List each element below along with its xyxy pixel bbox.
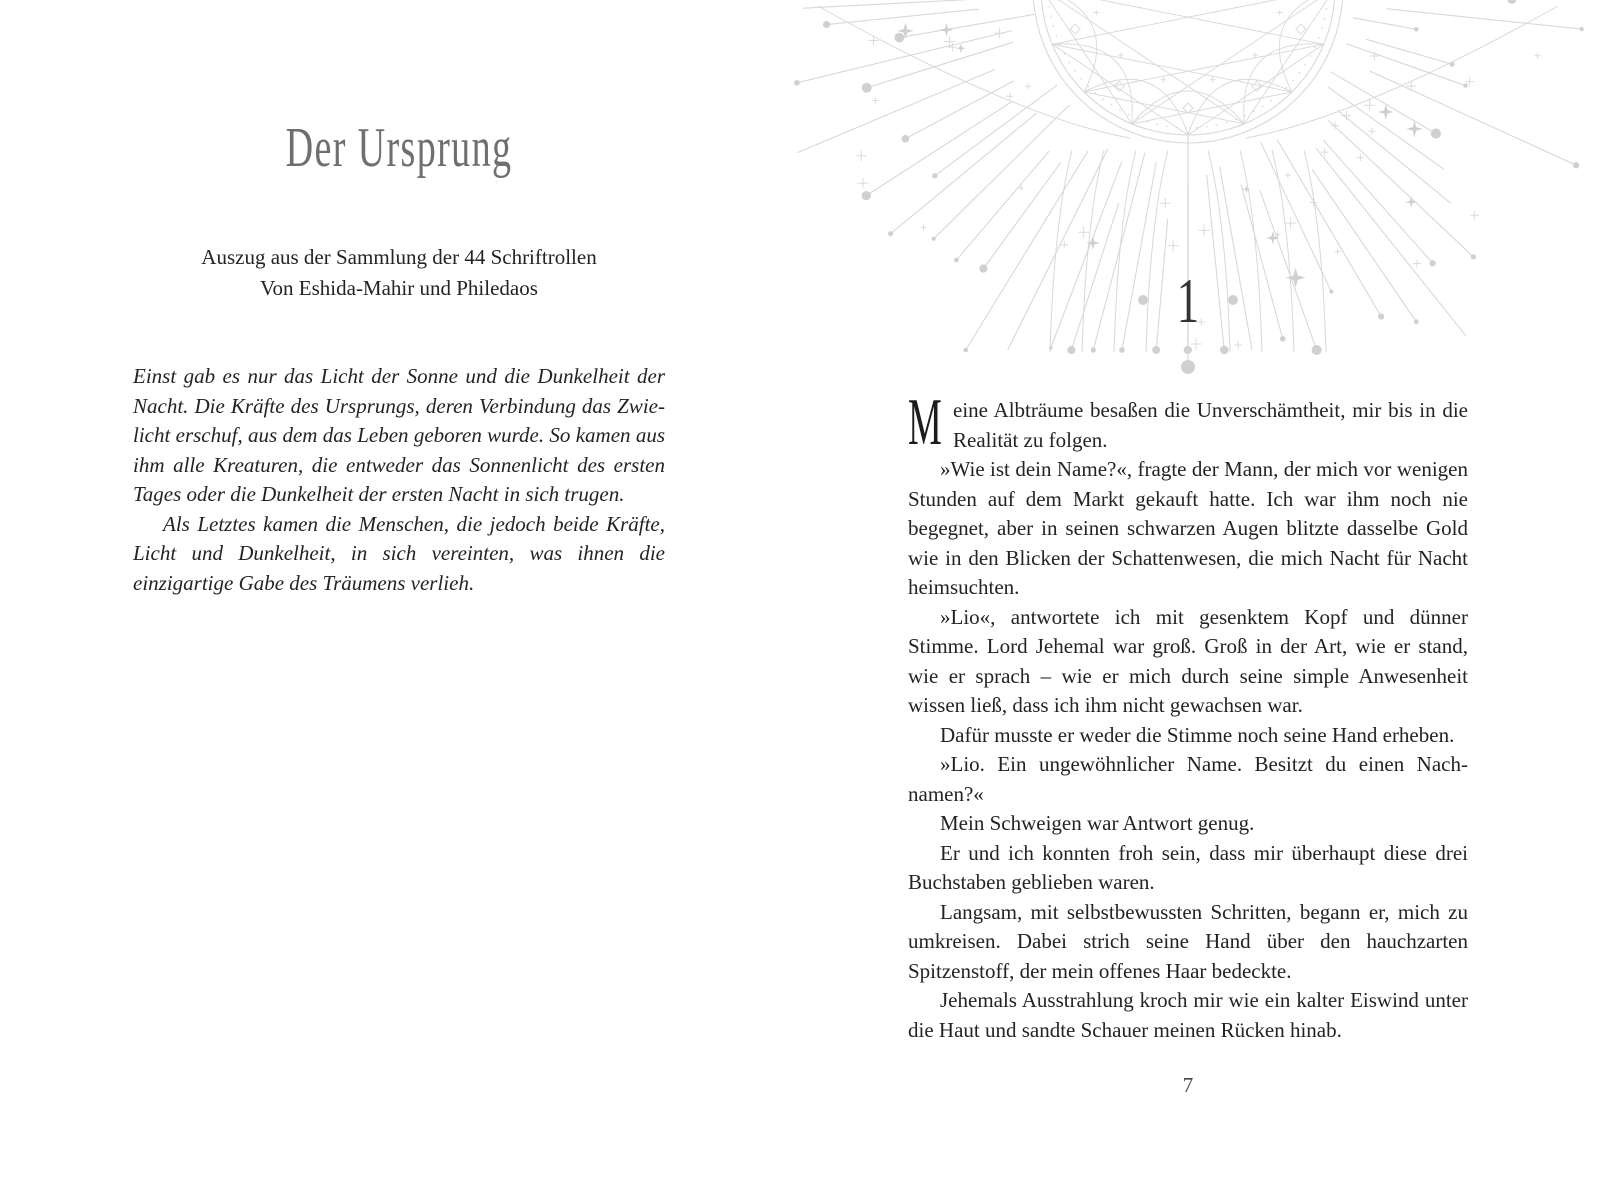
drop-cap — [908, 385, 944, 460]
chapter-body — [908, 385, 1468, 1045]
body-paragraph: »Lio. Ein ungewöhnlicher Name. Besitzt du einen Nachnamen?« — [908, 752, 1468, 806]
right-page — [800, 0, 1600, 1186]
epigraph-paragraph: Als Letztes kamen die Menschen, die jedoch beide Kräfte, Licht und Dunkelheit, in sich vereinten, was ihnen die einzigartige Gabe des Träumens verlieh. — [133, 511, 665, 595]
epigraph-source-line-1: Auszug aus der Sammlung der 44 Schriftrollen — [201, 245, 597, 269]
body-paragraph: Dafür musste er weder die Stimme noch seine Hand erheben. — [940, 722, 1455, 747]
body-paragraph: Er und ich konnten froh sein, dass mir überhaupt diese drei Buchstaben geblieben waren. — [908, 840, 1468, 894]
opening-text: eine Albträume besaßen die Unverschämtheit, mir bis in die Realität zu folgen. — [953, 398, 1468, 452]
section-title: Der Ursprung — [285, 117, 513, 179]
body-paragraph: »Lio«, antwortete ich mit gesenktem Kopf und dünner Stimme. Lord Jehemal war groß. Groß in der Art, wie er stand, wie er sprach – wie er mich durch seine simple Anwesenheit wissen ließ, dass ich ihm nicht gewachsen war. — [908, 604, 1468, 717]
page-number: 7 — [1182, 1073, 1194, 1097]
drop-cap-letter: M — [908, 385, 942, 460]
epigraph-source — [133, 242, 665, 304]
body-paragraph: Jehemals Ausstrahlung kroch mir wie ein kalter Eiswind unter die Haut und sandte Schauer meinen Rücken hinab. — [908, 988, 1468, 1042]
epigraph-paragraph: Einst gab es nur das Licht der Sonne und die Dunkelheit der Nacht. Die Kräfte des Ursprungs, deren Verbindung das Zwielicht erschuf, aus dem das Leben geboren wurde. So kamen aus ihm alle Kreaturen, die entweder das Sonnenlicht des ersten Tages oder die Dunkelheit der ersten Nacht in sich trugen. — [133, 364, 665, 506]
chapter-number: 1 — [1176, 265, 1200, 336]
body-paragraph: Langsam, mit selbstbewussten Schritten, begann er, mich zu umkreisen. Dabei strich seine Hand über den hauchzarten Spitzenstoff, der mein offenes Haar bedeckte. — [908, 899, 1468, 983]
body-paragraph-opening — [908, 385, 1468, 460]
body-paragraph-list — [908, 455, 1468, 1045]
epigraph-text — [133, 362, 665, 598]
body-paragraph: Mein Schweigen war Antwort genug. — [940, 811, 1255, 835]
sunburst-mandala-ornament-icon — [778, 0, 1598, 400]
body-paragraph: »Wie ist dein Name?«, fragte der Mann, der mich vor wenigen Stunden auf dem Markt gekauft hatte. Ich war ihm noch nie begegnet, aber in seinen schwarzen Augen blitzte dasselbe Gold wie in den Blicken der Schattenwesen, die mich Nacht für Nacht heimsuchten. — [908, 457, 1468, 599]
epigraph-source-line-2: Von Eshida-Mahir und Philedaos — [260, 276, 538, 300]
